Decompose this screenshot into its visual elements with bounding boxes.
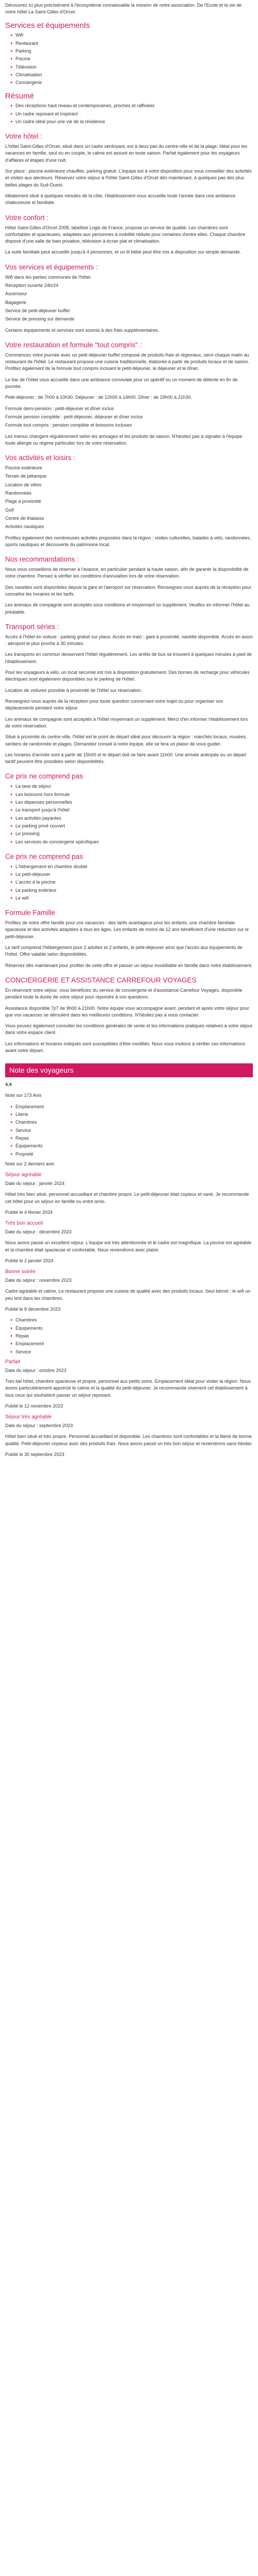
price-excluded-list bbox=[5, 783, 253, 845]
paragraph: Les horaires d'arrivée sont à partir de 15h00 et le départ doit se faire avant 11h00. Une arrivée anticipée ou un départ tardif peuvent être possibles selon disponibilités. bbox=[5, 752, 247, 765]
paragraph: Vous pouvez également consulter les conditions générales de vente et les informations pratiques relatives à votre séjour dans votre espace client. bbox=[5, 1023, 253, 1036]
list-item: ● Un cadre reposant et inspirant bbox=[10, 111, 253, 117]
review-title: Séjour agréable bbox=[5, 1172, 42, 1178]
transport-title: Transport séries : bbox=[5, 622, 59, 631]
list-item: Formule tout compris : pension complète et boissons incluses bbox=[5, 422, 132, 428]
activities-list bbox=[5, 465, 253, 531]
review-title: Très bon accueil bbox=[5, 1221, 43, 1227]
list-item: Service de pressing sur demande bbox=[5, 316, 75, 322]
list-item: Service de petit-déjeuner buffet bbox=[5, 308, 70, 313]
list-item: Golf bbox=[5, 507, 14, 513]
review-item bbox=[5, 1220, 253, 1264]
paragraph: Les informations et horaires indiqués sont susceptibles d'être modifiés. Nous vous invitons à vérifier ces informations avant votre départ. bbox=[5, 1041, 245, 1054]
review-item bbox=[5, 1414, 253, 1458]
price-included-title: Ce prix ne comprend pas bbox=[5, 852, 83, 860]
list-item: ● Le pressing bbox=[10, 831, 253, 837]
paragraph: La suite familiale peut accueillir jusqu'à 4 personnes, et un lit bébé peut être mis à disposition sur simple demande. bbox=[5, 249, 241, 255]
review-text: Très bel hôtel, chambre spacieuse et propre, personnel aux petits soins. Emplacement idéal pour visiter la région. Nous avons particulièrement apprécié le calme et la qualité du petit-déjeuner. Je recommande vivement cet établissement à tous ceux qui souhaitent passer un séjour reposant. bbox=[5, 1379, 251, 1398]
review-published: Publié le 2 janvier 2024 bbox=[5, 1258, 54, 1263]
list-item: ● Restaurant bbox=[10, 40, 253, 47]
list-item: ● Conciergerie bbox=[10, 79, 253, 86]
review-published: Publié le 30 septembre 2023 bbox=[5, 1452, 64, 1458]
summary-list bbox=[5, 103, 253, 125]
list-item: Formule pension complète : petit-déjeuner, déjeuner et dîner inclus bbox=[5, 414, 143, 419]
list-item: Centre de thalasso bbox=[5, 515, 44, 521]
reviews-footer: Note sur 2 derniers avis bbox=[5, 1161, 55, 1166]
review-date: Date du séjour : décembre 2023 bbox=[5, 1229, 72, 1235]
review-published: Publié le 4 février 2024 bbox=[5, 1209, 53, 1215]
list-item: ● Chambres bbox=[10, 1119, 253, 1126]
list-item: ● Piscine bbox=[10, 56, 253, 62]
paragraph: Des navettes sont disponibles depuis la gare et l'aéroport sur réservation. Renseignez-vous auprès de la réception pour connaître les horaires et les tarifs. bbox=[5, 584, 251, 597]
paragraph: Petit-déjeuner : de 7h00 à 10h30. Déjeuner : de 12h00 à 14h00. Dîner : de 19h00 à 21h30. bbox=[5, 395, 192, 400]
included-list bbox=[5, 274, 253, 323]
paragraph: L'hôtel Saint-Gilles d'Orcet, situé dans un cadre verdoyant, est à deux pas du centre-ville et de la plage. Idéal pour les vacances en famille, seul ou en couple, le calme est assuré en toute saison. Parfait également pour les voyageurs d'affaires et étapes d'une nuit. bbox=[5, 144, 248, 163]
review-date: Date du séjour : septembre 2023 bbox=[5, 1423, 73, 1429]
activities-title: Vos activités et loisirs : bbox=[5, 454, 75, 462]
paragraph: Location de voitures possible à proximité de l'hôtel sur réservation. bbox=[5, 687, 142, 693]
recommendations-title: Nos recommandations : bbox=[5, 555, 79, 564]
services-title: Services et équipements bbox=[5, 21, 90, 30]
list-item: ● Le petit-déjeuner bbox=[10, 871, 253, 878]
paragraph: Sur place : piscine extérieure chauffée, parking gratuit. L'équipe est à votre disposition pour vous conseiller des activités et visites aux alentours. Réservez votre séjour à l'hôtel Saint-Gilles d'Orcet dès maintenant, à quelques pas des plus belles plages du Sud-Ouest. bbox=[5, 168, 252, 188]
review-item bbox=[5, 1172, 253, 1216]
list-item: ● Équipements bbox=[10, 1325, 253, 1332]
paragraph: Profitez de notre offre famille pour vos vacances : des tarifs avantageux pour les enfants, une chambre familiale spacieuse et des activités adaptées à tous les âges. Les enfants de moins de 12 ans bénéficient d'une réduction sur le petit-déjeuner. bbox=[5, 920, 249, 939]
list-item: Activités nautiques bbox=[5, 524, 44, 530]
list-item: ● Le wifi bbox=[10, 895, 253, 902]
list-item: ● Le parking extérieur bbox=[10, 887, 253, 894]
list-item: ● Des réceptions haut niveau et contemporaines, proches et raffinées bbox=[10, 103, 253, 109]
score-value: 4.4 bbox=[5, 1082, 12, 1088]
paragraph: Commencez votre journée avec un petit-déjeuner buffet composé de produits frais et régionaux, servi chaque matin au restaurant de l'hôtel. Le restaurant propose une cuisine traditionnelle, élaborée à partir de produits locaux et de saison. Profitez également de la formule tout compris incluant le petit-déjeuner, le déjeuner et le dîner. bbox=[5, 352, 250, 371]
list-item: Location de vélos bbox=[5, 482, 42, 487]
list-item: Wifi dans les parties communes de l'hôtel bbox=[5, 274, 91, 280]
list-item: Piscine extérieure bbox=[5, 465, 42, 470]
reviews-header: Note des voyageurs bbox=[5, 1063, 253, 1077]
price-included-list bbox=[5, 863, 253, 902]
review-published: Publié le 12 novembre 2023 bbox=[5, 1403, 63, 1409]
list-item: ● Emplacement bbox=[10, 1341, 253, 1347]
review-text: Hôtel très bien situé, personnel accueillant et chambre propre. Le petit-déjeuner était copieux et varié. Je recommande cet hôtel pour un séjour en famille ou entre amis. bbox=[5, 1192, 249, 1204]
review-item bbox=[5, 1268, 253, 1313]
paragraph: Les menus changent régulièrement selon les arrivages et les produits de saison. N'hésitez pas à signaler à l'équipe toute allergie ou régime particulier lors de votre réservation. bbox=[5, 433, 243, 446]
review-date: Date du séjour : octobre 2023 bbox=[5, 1367, 67, 1373]
review-title: Séjour très agréable bbox=[5, 1414, 52, 1420]
paragraph: Assistance disponible 7j/7 de 9h00 à 21h00. Notre équipe vous accompagne avant, pendant et après votre séjour pour que vos vacances se déroulent dans les meilleures conditions. N'hésitez pas à nous contacter. bbox=[5, 1005, 249, 1018]
list-item: Formule demi-pension : petit-déjeuner et dîner inclus bbox=[5, 405, 114, 411]
list-item: Bagagerie bbox=[5, 299, 27, 305]
included-title: Vos services et équipements : bbox=[5, 263, 98, 271]
restaurant-list bbox=[5, 405, 253, 429]
review-published: Publié le 8 décembre 2023 bbox=[5, 1307, 61, 1312]
list-item: Randonnées bbox=[5, 490, 32, 496]
list-item: ● Les activités payantes bbox=[10, 815, 253, 822]
paragraph: En réservant votre séjour, vous bénéficiez du service de conciergerie et d'assistance Carrefour Voyages, disponible pendant toute la durée de votre séjour pour répondre à vos questions. bbox=[5, 987, 243, 1000]
family-title: Formule Famille bbox=[5, 909, 55, 917]
intro-text: Découvrez ici plus précisément à l'écosystème connaissable la mission de notre association. De l'Ecole et la vie de notre hôtel La Saint-Gilles d'Orcet. bbox=[5, 3, 242, 15]
price-excluded-title: Ce prix ne comprend pas bbox=[5, 772, 83, 781]
review-count: Note sur 173 Avis bbox=[5, 1093, 42, 1098]
paragraph: Le tarif comprend l'hébergement pour 2 adultes et 2 enfants, le petit-déjeuner ainsi que l'accès aux équipements de l'hôtel. Offre valable selon disponibilités. bbox=[5, 945, 243, 957]
list-item: ● Télévision bbox=[10, 64, 253, 71]
list-item: ● Repas bbox=[10, 1135, 253, 1142]
about-hotel-title: Votre hôtel : bbox=[5, 132, 43, 141]
services-list bbox=[5, 32, 253, 86]
list-item: ● L'hébergement en chambre double bbox=[10, 863, 253, 870]
paragraph: Hôtel Saint-Gilles d'Orcet 2008, labellisé Logis de France, propose un service de qualité. Les chambres sont confortables et spacieuses, adaptées aux personnes à mobilité réduite pour certaines d'entre elles. Chaque chambre dispose d'une salle de bain privative, télévision à écran plat et climatisation. bbox=[5, 225, 246, 244]
paragraph: Les animaux de compagnie sont acceptés sous conditions et moyennant un supplément. Veuillez en informer l'hôtel au préalable. bbox=[5, 602, 250, 615]
list-item: ● Équipements bbox=[10, 1143, 253, 1149]
list-item: Ascenseur bbox=[5, 291, 27, 297]
list-item: ● Les boissons hors formule bbox=[10, 791, 253, 798]
list-item: ● Un cadre idéal pour une vie de la résidence bbox=[10, 118, 253, 125]
list-item: ● Repas bbox=[10, 1333, 253, 1340]
list-item: Terrain de pétanque bbox=[5, 473, 47, 479]
list-item: ● Le parking privé couvert bbox=[10, 823, 253, 829]
list-item: ● Wifi bbox=[10, 32, 253, 39]
paragraph: Renseignez-vous auprès de la réception pour toute question concernant votre trajet ou pour organiser vos déplacements pendant votre séjour. bbox=[5, 698, 223, 711]
review-date: Date du séjour : novembre 2023 bbox=[5, 1278, 72, 1283]
list-item: ● Emplacement bbox=[10, 1104, 253, 1110]
paragraph: Profitez également des nombreuses activités proposées dans la région : visites culturelles, balades à vélo, randonnées, sports nautiques et découverte du patrimoine local. bbox=[5, 535, 251, 547]
list-item: Réception ouverte 24h/24 bbox=[5, 282, 59, 288]
list-item: ● Le transport jusqu'à l'hôtel bbox=[10, 807, 253, 814]
list-item: Plage à proximité bbox=[5, 499, 41, 504]
review-text: Cadre agréable et calme. Le restaurant propose une cuisine de qualité avec des produits locaux. Seul bémol : le wifi un peu lent dans les chambres. bbox=[5, 1289, 251, 1301]
list-item: ● Les services de conciergerie spécifiques bbox=[10, 839, 253, 845]
paragraph: Le bar de l'hôtel vous accueille dans une ambiance conviviale pour un apéritif ou un moment de détente en fin de journée. bbox=[5, 377, 238, 389]
criteria-list-2 bbox=[5, 1317, 253, 1355]
criteria-list bbox=[5, 1104, 253, 1158]
paragraph: Accès à l'hôtel en voiture : parking gratuit sur place. Accès en train : gare à proximité, navette disponible. Accès en avion : aéroport le plus proche à 30 minutes. bbox=[5, 634, 253, 647]
list-item: ● Chambres bbox=[10, 1317, 253, 1324]
list-item: ● Climatisation bbox=[10, 72, 253, 78]
review-score bbox=[5, 1081, 253, 1088]
list-item: ● L'accès à la piscine bbox=[10, 879, 253, 886]
paragraph: Les transports en commun desservent l'hôtel régulièrement. Les arrêts de bus se trouvent à quelques minutes à pied de l'établissement. bbox=[5, 652, 252, 664]
list-item: ● Propreté bbox=[10, 1151, 253, 1158]
paragraph: Situé à proximité du centre-ville, l'hôtel est le point de départ idéal pour découvrir la région : marchés locaux, musées, sentiers de randonnée et plages. Demandez conseil à notre équipe, elle se fera un plaisir de vous guider. bbox=[5, 734, 247, 747]
paragraph: Pour les voyageurs à vélo, un local sécurisé est mis à disposition gratuitement. Des bornes de recharge pour véhicules électriques sont également disponibles sur le parking de l'hôtel. bbox=[5, 670, 250, 682]
review-text: Hôtel bien situé et très propre. Personnel accueillant et disponible. Les chambres sont confortables et la literie de bonne qualité. Petit-déjeuner copieux avec des produits frais. Nous avons passé un très bon séjour et reviendrons sans hésiter. bbox=[5, 1434, 253, 1446]
paragraph: Réservez dès maintenant pour profiter de cette offre et passer un séjour inoubliable en famille dans notre établissement. bbox=[5, 962, 253, 968]
review-item bbox=[5, 1359, 253, 1410]
review-text: Nous avons passé un excellent séjour. L'équipe est très attentionnée et le cadre est magnifique. La piscine est agréable et la chambre était spacieuse et confortable. Nous reviendrons avec plaisir. bbox=[5, 1240, 252, 1252]
restaurant-title: Votre restauration et formule "tout compris" : bbox=[5, 341, 142, 349]
list-item: ● Les dépenses personnelles bbox=[10, 799, 253, 806]
paragraph: Idéalement situé à quelques minutes de la côte, l'établissement vous accueille toute l'année dans une ambiance chaleureuse et familiale. bbox=[5, 193, 236, 206]
list-item: ● Service bbox=[10, 1127, 253, 1134]
paragraph: Les animaux de compagnie sont acceptés à l'hôtel moyennant un supplément. Merci d'en informer l'établissement lors de votre réservation. bbox=[5, 716, 248, 728]
list-item: ● Service bbox=[10, 1349, 253, 1355]
list-item: ● Literie bbox=[10, 1111, 253, 1118]
review-title: Bonne soirée bbox=[5, 1269, 36, 1275]
summary-title: Résumé bbox=[5, 91, 34, 100]
list-item: ● Parking bbox=[10, 48, 253, 55]
concierge-title: CONCIERGERIE ET ASSISTANCE CARREFOUR VOYAGES bbox=[5, 976, 197, 984]
paragraph: Certains équipements et services sont soumis à des frais supplémentaires. bbox=[5, 327, 159, 333]
review-title: Parfait bbox=[5, 1359, 20, 1365]
review-date: Date du séjour : janvier 2024 bbox=[5, 1181, 65, 1187]
about-owner-title: Votre confort : bbox=[5, 213, 49, 222]
paragraph: Nous vous conseillons de réserver à l'avance, en particulier pendant la haute saison, afin de garantir la disponibilité de votre chambre. Pensez à vérifier les conditions d'annulation lors de votre réservation. bbox=[5, 567, 249, 579]
list-item: ● La taxe de séjour bbox=[10, 783, 253, 790]
